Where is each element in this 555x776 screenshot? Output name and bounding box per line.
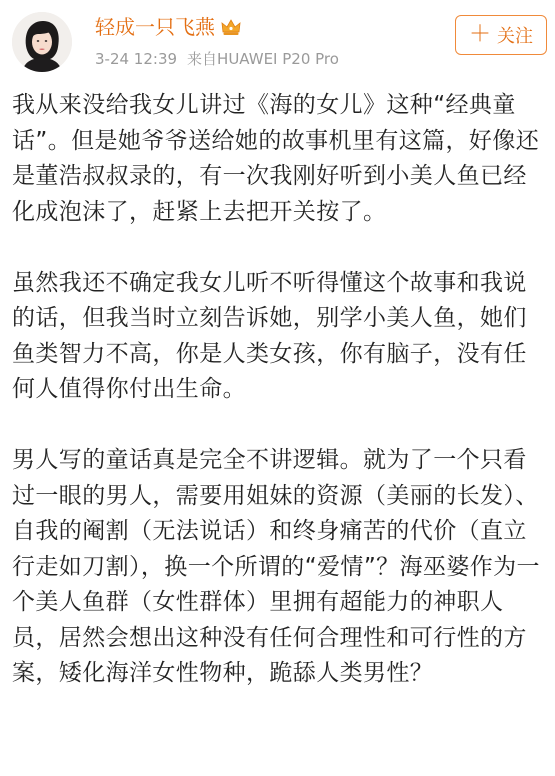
avatar-image xyxy=(12,12,72,72)
plus-icon: ＋ xyxy=(468,22,491,47)
post-paragraph-2: 虽然我还不确定我女儿听不听得懂这个故事和我说的话，但我当时立刻告诉她，别学小美人鱼，她们鱼类智力不高，你是人类女孩，你有脑子，没有任何人值得你付出生命。 xyxy=(12,269,527,402)
post-body xyxy=(12,88,547,692)
post-source: 来自HUAWEI P20 Pro xyxy=(187,50,339,68)
avatar[interactable] xyxy=(12,12,72,72)
vip-crown-icon xyxy=(221,18,241,36)
follow-button[interactable] xyxy=(455,15,547,55)
author-row xyxy=(95,12,241,42)
post-header xyxy=(0,0,555,86)
post-paragraph-1: 我从来没给我女儿讲过《海的女儿》这种“经典童话”。但是她爷爷送给她的故事机里有这篇，好像还是董浩叔叔录的，有一次我刚好听到小美人鱼已经化成泡沫了，赶紧上去把开关按了。 xyxy=(12,92,540,225)
author-name[interactable]: 轻成一只飞燕 xyxy=(95,15,215,39)
post-paragraph-3: 男人写的童话真是完全不讲逻辑。就为了一个只看过一眼的男人，需要用姐妹的资源（美丽的长发）、自我的阉割（无法说话）和终身痛苦的代价（直立行走如刀割），换一个所谓的“爱情”？海巫婆作为一个美人鱼群（女性群体）里拥有超能力的神职人员，居然会想出这种没有任何合理性和可行性的方案，矮化海洋女性物种，跪舔人类男性？ xyxy=(12,447,540,686)
post-timestamp: 3-24 12:39 xyxy=(95,50,178,68)
follow-button-label: 关注 xyxy=(497,26,533,47)
post-meta xyxy=(95,48,339,70)
